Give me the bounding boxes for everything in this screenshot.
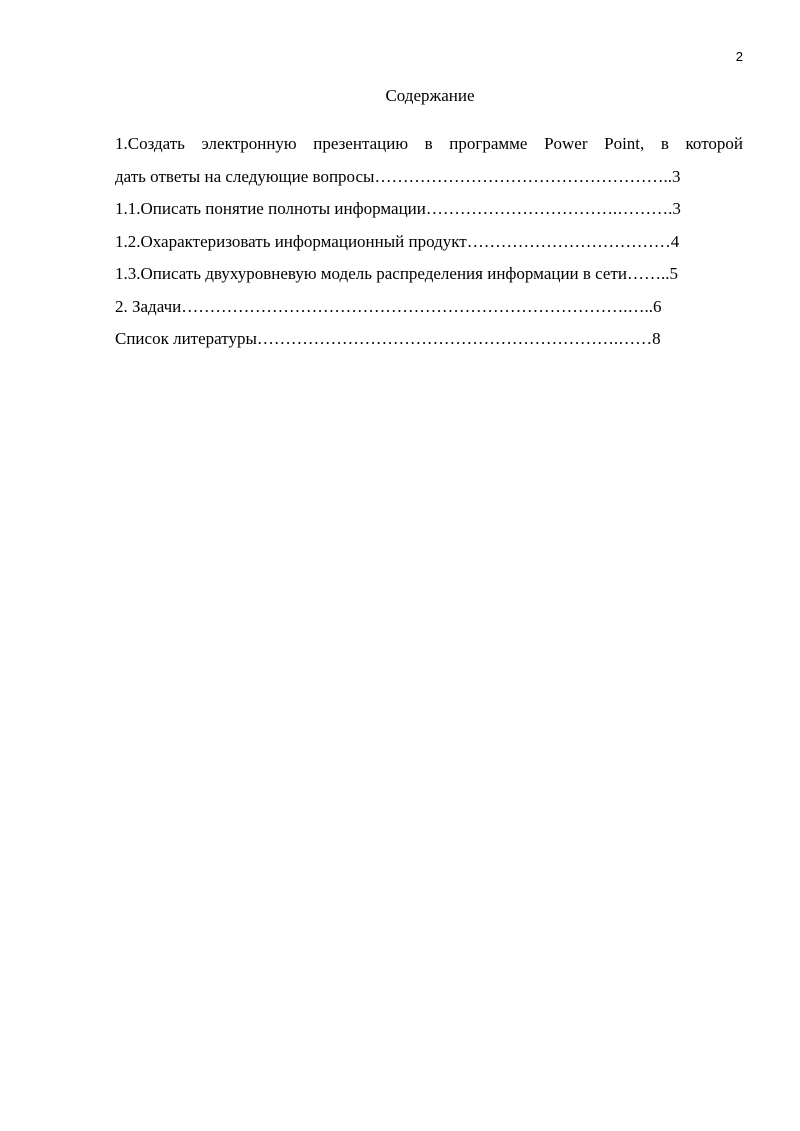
toc-title: Содержание (385, 86, 475, 105)
toc-entry-2: 2. Задачи…………………………………………………………………….…..6 (115, 296, 662, 316)
toc-entry-1-2: 1.2.Охарактеризовать информационный продукт………………………………4 (115, 231, 680, 251)
toc-entry-1-line-1: 1.Создать электронную презентацию в программе Power Point, в которой (115, 134, 743, 153)
toc-entry-1-line-2: дать ответы на следующие вопросы……………………………………………..3 (115, 166, 681, 186)
table-of-contents (115, 128, 743, 356)
toc-entry-1-3: 1.3.Описать двухуровневую модель распределения информации в сети……..5 (115, 264, 679, 283)
page-number: 2 (735, 49, 743, 64)
toc-entry-references: Список литературы……………………………………………………….……8 (115, 329, 661, 348)
toc-entry-1-1: 1.1.Описать понятие полноты информации…………………………….……….3 (115, 199, 681, 218)
